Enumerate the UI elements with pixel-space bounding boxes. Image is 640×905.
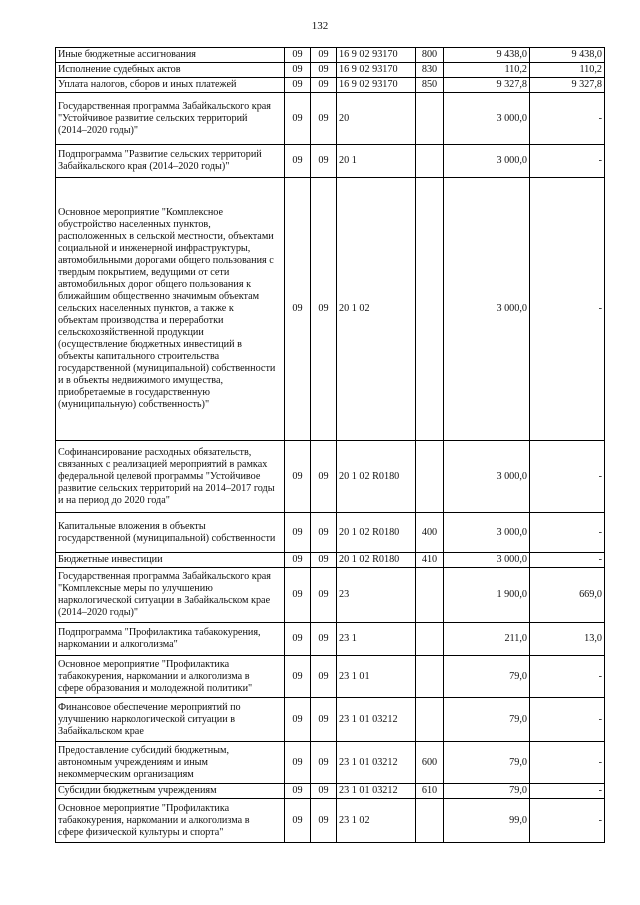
subsection-code-cell: 09 [311,799,337,843]
expenditure-name-cell: Подпрограмма "Развитие сельских территорий Забайкальского края (2014–2020 годы)" [56,145,285,178]
amount-cell: 1 900,0 [444,568,530,623]
amount-cell: 9 438,0 [444,48,530,63]
subsection-code-cell: 09 [311,698,337,742]
subvention-amount-cell: 9 327,8 [530,78,605,93]
expenditure-name-cell: Предоставление субсидий бюджетным, автономным учреждениям и иным некоммерческим организациям [56,742,285,784]
table-row [56,553,605,568]
expense-type-cell: 600 [416,742,444,784]
target-article-cell: 20 1 02 R0180 [337,441,416,513]
subvention-amount-cell: - [530,513,605,553]
amount-cell: 110,2 [444,63,530,78]
target-article-cell: 20 1 02 R0180 [337,553,416,568]
amount-cell: 79,0 [444,742,530,784]
target-article-cell: 23 1 02 [337,799,416,843]
subvention-amount-cell: - [530,698,605,742]
section-code-cell: 09 [285,553,311,568]
table-row [56,799,605,843]
expense-type-cell: 400 [416,513,444,553]
table-row [56,93,605,145]
subvention-amount-cell: - [530,178,605,441]
target-article-cell: 20 1 02 R0180 [337,513,416,553]
subvention-amount-cell: - [530,145,605,178]
amount-cell: 211,0 [444,623,530,656]
target-article-cell: 23 1 01 [337,656,416,698]
amount-cell: 3 000,0 [444,93,530,145]
target-article-cell: 16 9 02 93170 [337,63,416,78]
table-row [56,623,605,656]
subsection-code-cell: 09 [311,78,337,93]
table-row [56,178,605,441]
section-code-cell: 09 [285,513,311,553]
section-code-cell: 09 [285,145,311,178]
expense-type-cell [416,698,444,742]
expense-type-cell [416,178,444,441]
table-row [56,742,605,784]
budget-table-body [56,48,605,843]
subvention-amount-cell: 669,0 [530,568,605,623]
subvention-amount-cell: - [530,553,605,568]
subvention-amount-cell: - [530,93,605,145]
expenditure-name-cell: Иные бюджетные ассигнования [56,48,285,63]
table-row [56,568,605,623]
section-code-cell: 09 [285,742,311,784]
expense-type-cell [416,568,444,623]
section-code-cell: 09 [285,63,311,78]
table-row [56,513,605,553]
expense-type-cell [416,799,444,843]
expenditure-name-cell: Основное мероприятие "Профилактика табакокурения, наркомании и алкоголизма в сфере физической культуры и спорта" [56,799,285,843]
subsection-code-cell: 09 [311,178,337,441]
section-code-cell: 09 [285,568,311,623]
section-code-cell: 09 [285,78,311,93]
amount-cell: 3 000,0 [444,513,530,553]
table-row [56,63,605,78]
expenditure-name-cell: Основное мероприятие "Комплексное обустройство населенных пунктов, расположенных в сельской местности, объектами социальной и инженерной инфраструктуры, автомобильными дорогами общего пользования с твердым покрытием, ведущими от сети автомобильных дорог общего пользования к ближайшим общественно значимым объектам сельских населенных пунктов, а также к объектам производства и переработки сельскохозяйственной продукции (осуществление бюджетных инвестиций в объекты капитального строительства государственной (муниципальной) собственности и в объекты недвижимого имущества, приобретаемые в государственную (муниципальную) собственность)" [56,178,285,441]
expense-type-cell: 830 [416,63,444,78]
subvention-amount-cell: 110,2 [530,63,605,78]
subsection-code-cell: 09 [311,63,337,78]
expenditure-name-cell: Основное мероприятие "Профилактика табакокурения, наркомании и алкоголизма в сфере образования и молодежной политики" [56,656,285,698]
subvention-amount-cell: 9 438,0 [530,48,605,63]
subvention-amount-cell: - [530,784,605,799]
subvention-amount-cell: 13,0 [530,623,605,656]
expenditure-name-cell: Государственная программа Забайкальского края "Устойчивое развитие сельских территорий (2014–2020 годы)" [56,93,285,145]
expenditure-name-cell: Подпрограмма "Профилактика табакокурения, наркомании и алкоголизма" [56,623,285,656]
expenditure-name-cell: Уплата налогов, сборов и иных платежей [56,78,285,93]
page-number: 132 [311,20,329,32]
expenditure-name-cell: Финансовое обеспечение мероприятий по улучшению наркологической ситуации в Забайкальском крае [56,698,285,742]
section-code-cell: 09 [285,656,311,698]
target-article-cell: 20 [337,93,416,145]
section-code-cell: 09 [285,799,311,843]
table-row [56,656,605,698]
target-article-cell: 16 9 02 93170 [337,78,416,93]
amount-cell: 79,0 [444,698,530,742]
subsection-code-cell: 09 [311,742,337,784]
amount-cell: 79,0 [444,656,530,698]
expense-type-cell [416,656,444,698]
table-row [56,48,605,63]
section-code-cell: 09 [285,178,311,441]
expenditure-name-cell: Государственная программа Забайкальского края "Комплексные меры по улучшению наркологической ситуации в Забайкальском крае (2014–2020 годы)" [56,568,285,623]
subsection-code-cell: 09 [311,623,337,656]
subvention-amount-cell: - [530,441,605,513]
amount-cell: 3 000,0 [444,145,530,178]
amount-cell: 3 000,0 [444,178,530,441]
subvention-amount-cell: - [530,799,605,843]
section-code-cell: 09 [285,698,311,742]
expense-type-cell [416,93,444,145]
target-article-cell: 23 1 01 03212 [337,784,416,799]
expense-type-cell [416,623,444,656]
target-article-cell: 23 [337,568,416,623]
subvention-amount-cell: - [530,742,605,784]
expenditure-name-cell: Софинансирование расходных обязательств, связанных с реализацией мероприятий в рамках федеральной целевой программы "Устойчивое развитие сельских территорий на 2014–2017 годы и на период до 2020 года" [56,441,285,513]
section-code-cell: 09 [285,441,311,513]
expenditure-name-cell: Исполнение судебных актов [56,63,285,78]
target-article-cell: 20 1 02 [337,178,416,441]
subsection-code-cell: 09 [311,513,337,553]
table-row [56,698,605,742]
expense-type-cell [416,441,444,513]
expenditure-name-cell: Бюджетные инвестиции [56,553,285,568]
subsection-code-cell: 09 [311,568,337,623]
section-code-cell: 09 [285,784,311,799]
amount-cell: 3 000,0 [444,441,530,513]
expense-type-cell: 850 [416,78,444,93]
target-article-cell: 20 1 [337,145,416,178]
expense-type-cell: 410 [416,553,444,568]
budget-table [55,47,605,843]
subsection-code-cell: 09 [311,553,337,568]
subsection-code-cell: 09 [311,93,337,145]
subsection-code-cell: 09 [311,48,337,63]
table-row [56,784,605,799]
section-code-cell: 09 [285,93,311,145]
target-article-cell: 23 1 01 03212 [337,698,416,742]
expenditure-name-cell: Капитальные вложения в объекты государственной (муниципальной) собственности [56,513,285,553]
amount-cell: 3 000,0 [444,553,530,568]
expense-type-cell [416,145,444,178]
amount-cell: 99,0 [444,799,530,843]
amount-cell: 79,0 [444,784,530,799]
target-article-cell: 16 9 02 93170 [337,48,416,63]
table-row [56,78,605,93]
target-article-cell: 23 1 [337,623,416,656]
table-row [56,441,605,513]
expenditure-name-cell: Субсидии бюджетным учреждениям [56,784,285,799]
amount-cell: 9 327,8 [444,78,530,93]
subsection-code-cell: 09 [311,656,337,698]
subsection-code-cell: 09 [311,441,337,513]
subsection-code-cell: 09 [311,784,337,799]
subvention-amount-cell: - [530,656,605,698]
table-row [56,145,605,178]
expense-type-cell: 610 [416,784,444,799]
subsection-code-cell: 09 [311,145,337,178]
section-code-cell: 09 [285,623,311,656]
target-article-cell: 23 1 01 03212 [337,742,416,784]
expense-type-cell: 800 [416,48,444,63]
section-code-cell: 09 [285,48,311,63]
